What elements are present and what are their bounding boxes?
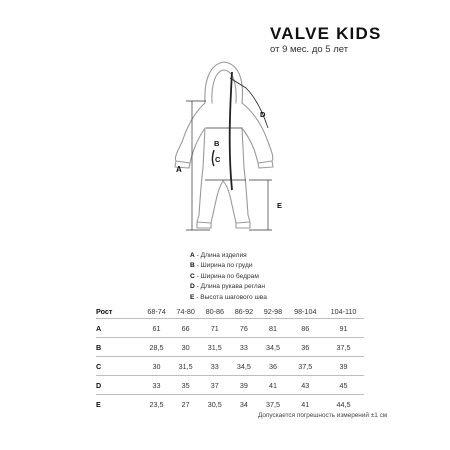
table-cell: 86 bbox=[288, 319, 323, 338]
zipper-line bbox=[230, 72, 232, 190]
marker-d: D bbox=[260, 110, 266, 119]
table-cell: 43 bbox=[288, 376, 323, 395]
size-col-header: 104-110 bbox=[330, 306, 357, 316]
table-cell: 30,5 bbox=[200, 395, 229, 414]
tolerance-note: Допускается погрешность измерений ±1 см bbox=[258, 412, 388, 419]
body-right bbox=[242, 128, 248, 215]
row-label: B bbox=[96, 338, 142, 357]
table-cell: 39 bbox=[323, 357, 364, 376]
table-cell: 45 bbox=[323, 376, 364, 395]
size-chart-table bbox=[96, 304, 364, 413]
table-cell: 37 bbox=[200, 376, 229, 395]
size-col-header: 80-86 bbox=[205, 306, 224, 316]
size-col-header: 86-92 bbox=[234, 306, 254, 316]
table-cell: 76 bbox=[229, 319, 258, 338]
table-cell: 34,5 bbox=[258, 338, 287, 357]
table-cell: 36 bbox=[258, 357, 287, 376]
size-col-header: 98-104 bbox=[294, 306, 317, 316]
size-col-header: 92-98 bbox=[263, 306, 283, 316]
table-cell: 28,5 bbox=[142, 338, 171, 357]
marker-e: E bbox=[277, 201, 283, 210]
marker-b: B bbox=[214, 139, 220, 148]
table-row bbox=[96, 319, 364, 338]
table-row bbox=[96, 338, 364, 357]
measurement-legend bbox=[190, 251, 267, 303]
marker-c: C bbox=[215, 155, 221, 164]
table-cell: 37,5 bbox=[288, 357, 323, 376]
product-title: VALVE KIDS bbox=[270, 24, 382, 43]
table-cell: 35 bbox=[171, 376, 200, 395]
row-label: C bbox=[96, 357, 142, 376]
row-label: E bbox=[96, 395, 142, 414]
table-cell: 30 bbox=[142, 357, 171, 376]
table-cell: 33 bbox=[200, 357, 229, 376]
table-cell: 41 bbox=[288, 395, 323, 414]
table-row bbox=[96, 395, 364, 414]
table-cell: 34,5 bbox=[229, 357, 258, 376]
age-range-subtitle: от 9 мес. до 5 лет bbox=[270, 44, 349, 55]
size-col-header: 68-74 bbox=[147, 306, 166, 316]
table-cell: 66 bbox=[171, 319, 200, 338]
legend-item-d: D - Длина рукава реглан bbox=[190, 283, 266, 291]
row-label: D bbox=[96, 376, 142, 395]
table-cell: 31,5 bbox=[200, 338, 229, 357]
table-cell: 36 bbox=[288, 338, 323, 357]
table-cell: 30 bbox=[171, 338, 200, 357]
row-label: A bbox=[96, 319, 142, 338]
table-cell: 23,5 bbox=[142, 395, 171, 414]
table-cell: 31,5 bbox=[171, 357, 200, 376]
size-header-row bbox=[96, 304, 364, 319]
table-cell: 37,5 bbox=[323, 338, 364, 357]
table-cell: 39 bbox=[229, 376, 258, 395]
table-cell: 91 bbox=[323, 319, 364, 338]
table-cell: 33 bbox=[142, 376, 171, 395]
table-row bbox=[96, 357, 364, 376]
table-cell: 34 bbox=[229, 395, 258, 414]
marker-a: A bbox=[176, 165, 182, 174]
table-cell: 44,5 bbox=[323, 395, 364, 414]
legend-item-a: A - Длина изделия bbox=[190, 252, 247, 259]
legend-item-c: C - Ширина по бедрам bbox=[190, 272, 259, 280]
table-cell: 71 bbox=[200, 319, 229, 338]
table-cell: 37,5 bbox=[258, 395, 287, 414]
left-sleeve bbox=[175, 103, 205, 163]
pocket bbox=[213, 150, 215, 166]
height-header: Рост bbox=[96, 306, 113, 316]
right-sleeve bbox=[242, 103, 273, 163]
size-col-header: 74-80 bbox=[176, 306, 195, 316]
table-row bbox=[96, 376, 364, 395]
legend-item-b: B - Ширина по груди bbox=[190, 262, 253, 270]
body-left bbox=[199, 128, 205, 215]
table-cell: 33 bbox=[229, 338, 258, 357]
table-cell: 61 bbox=[142, 319, 171, 338]
legend-item-e: E - Высота шагового шва bbox=[190, 293, 267, 301]
table-cell: 81 bbox=[258, 319, 287, 338]
table-cell: 41 bbox=[258, 376, 287, 395]
table-cell: 27 bbox=[171, 395, 200, 414]
